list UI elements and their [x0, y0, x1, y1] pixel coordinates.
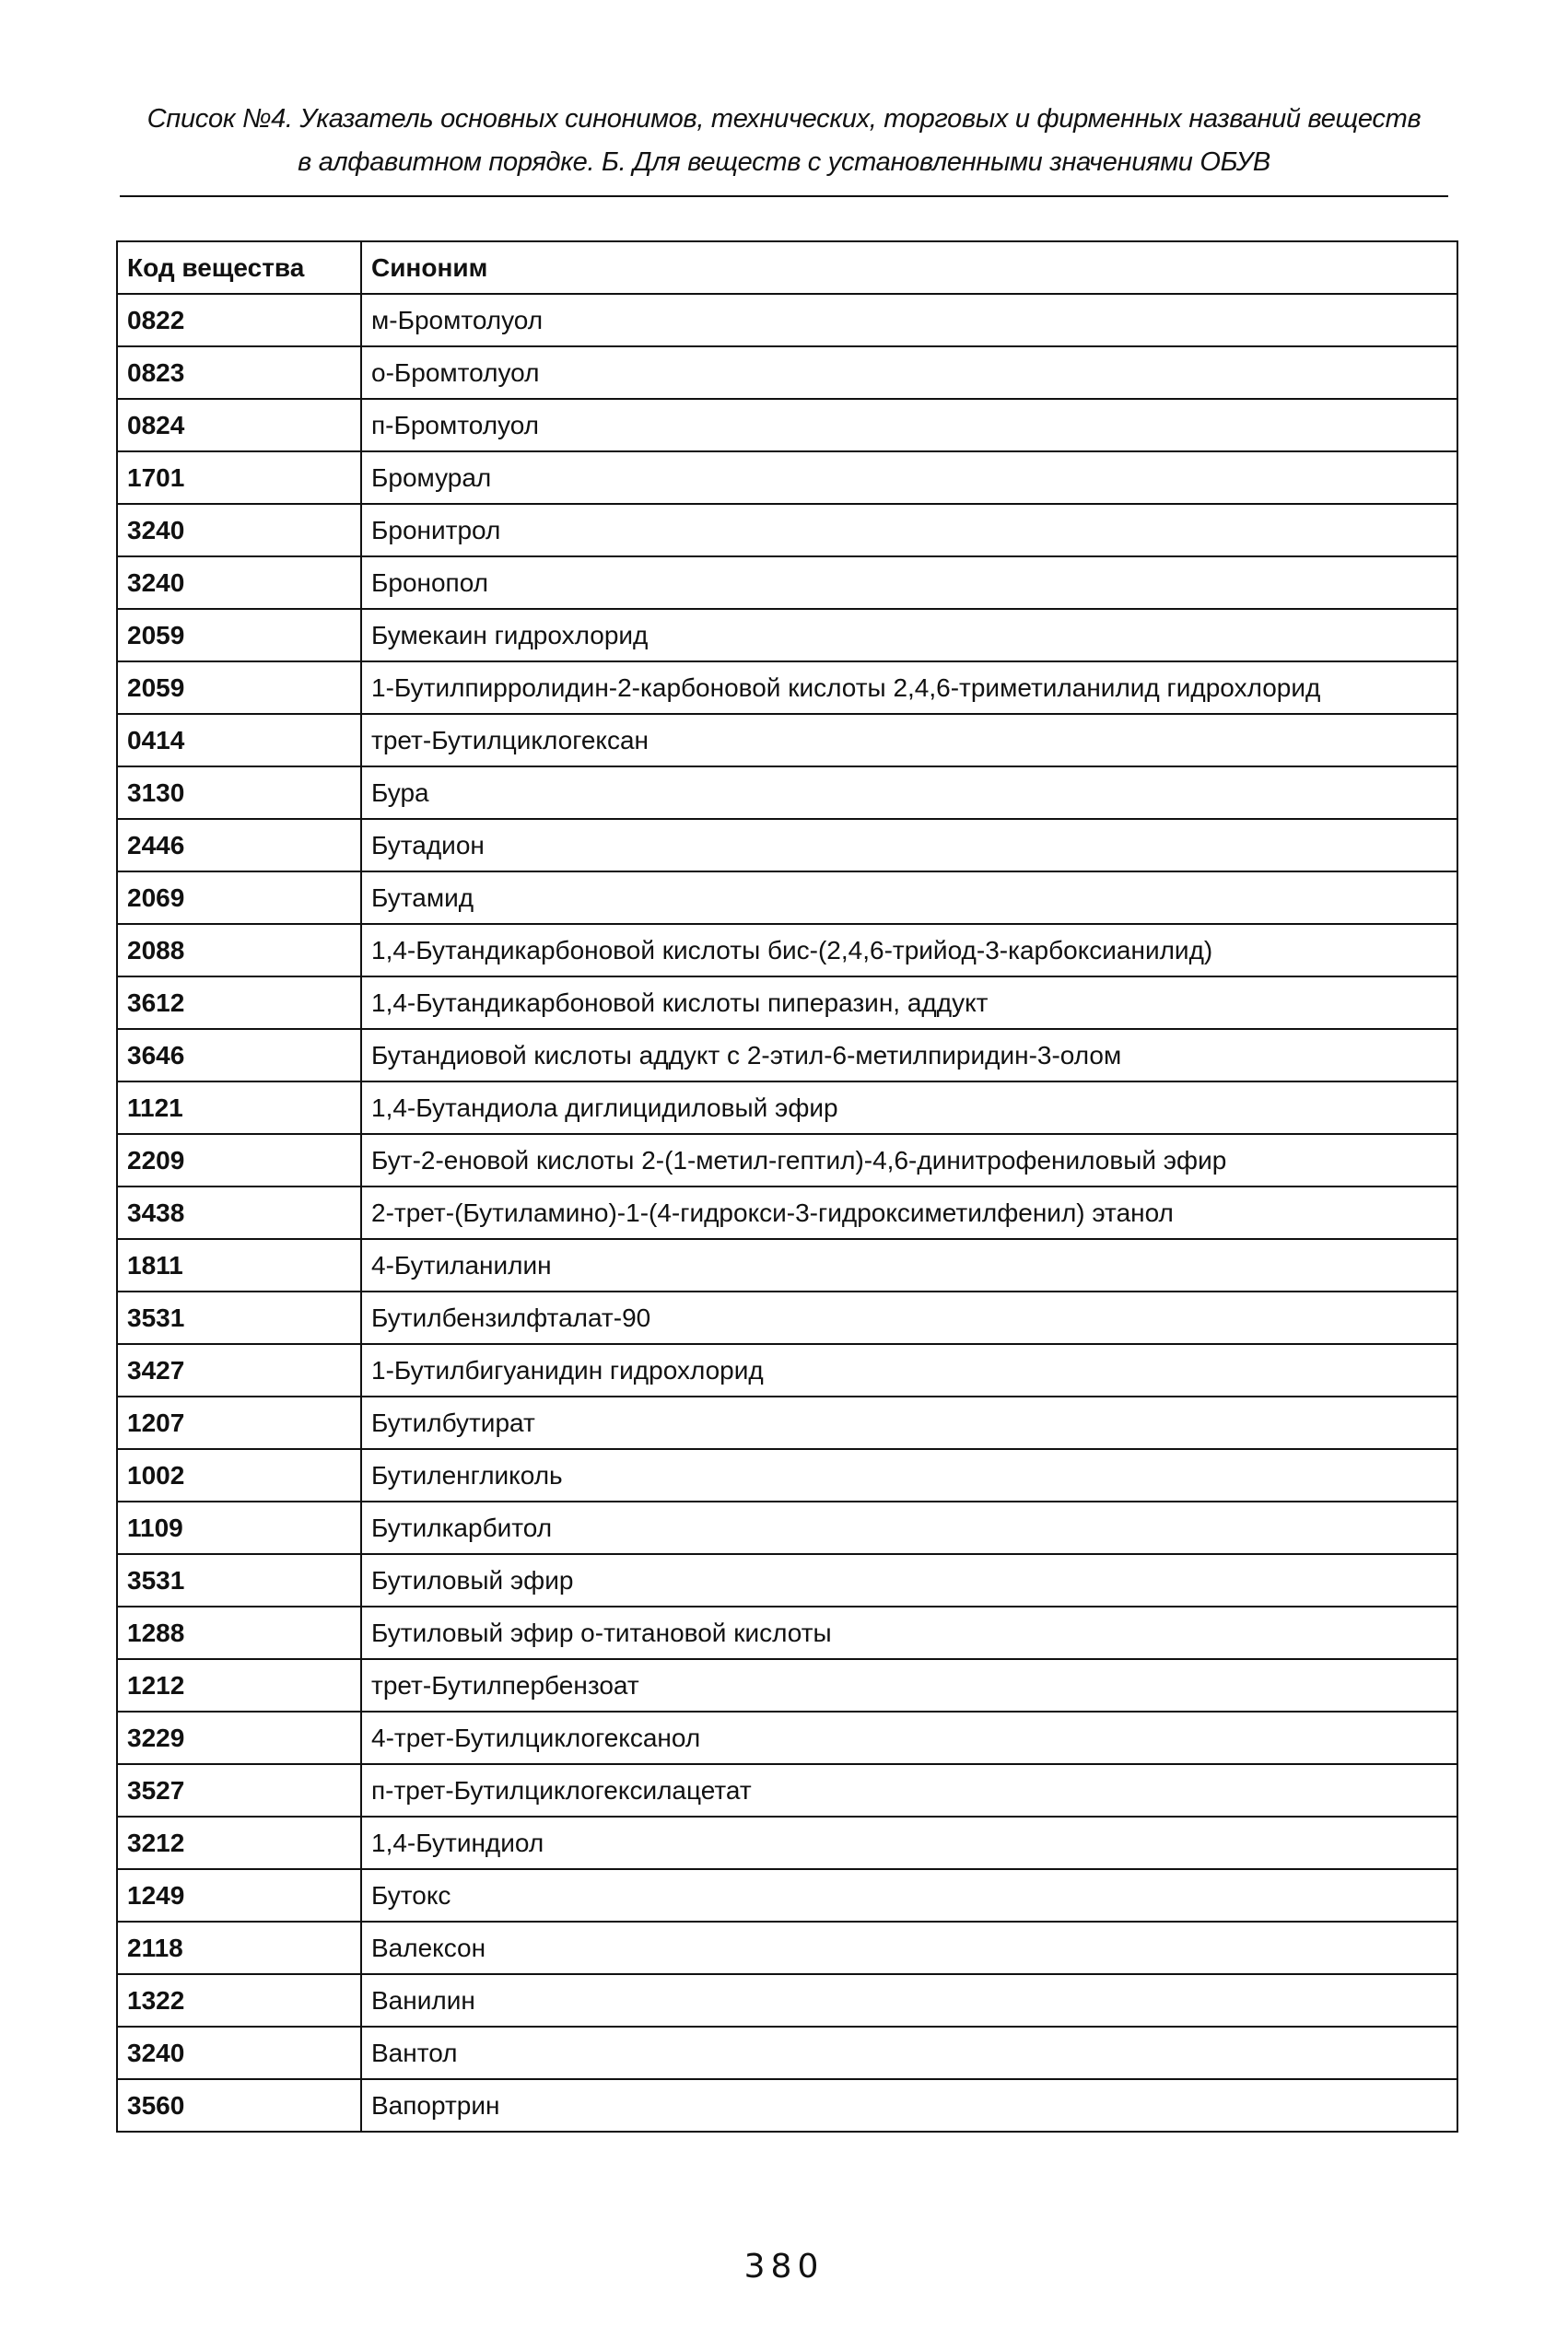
- synonym-cell: Вапортрин: [361, 2079, 1457, 2132]
- table-row: [117, 1554, 1457, 1607]
- table-row: [117, 504, 1457, 556]
- substance-code-cell: 1322: [117, 1974, 361, 2027]
- synonym-cell: 1,4-Бутандикарбоновой кислоты бис-(2,4,6-трийод-3-карбоксианилид): [361, 924, 1457, 976]
- synonym-cell: Бутиленгликоль: [361, 1449, 1457, 1502]
- substance-code-cell: 3240: [117, 2027, 361, 2079]
- substance-code-cell: 0414: [117, 714, 361, 766]
- table-header-row: [117, 241, 1457, 294]
- substance-code-cell: 1249: [117, 1869, 361, 1922]
- substance-code-cell: 1811: [117, 1239, 361, 1292]
- table-row: [117, 1607, 1457, 1659]
- substance-code-cell: 1002: [117, 1449, 361, 1502]
- substance-code-cell: 1701: [117, 451, 361, 504]
- synonym-cell: 1-Бутилпирролидин-2-карбоновой кислоты 2,4,6-триметиланилид гидрохлорид: [361, 661, 1457, 714]
- substance-code-cell: 0824: [117, 399, 361, 451]
- substance-code-cell: 3240: [117, 504, 361, 556]
- substance-code-cell: 0822: [117, 294, 361, 346]
- synonym-cell: 1,4-Бутандиола диглицидиловый эфир: [361, 1081, 1457, 1134]
- table-row: [117, 766, 1457, 819]
- table-row: [117, 2079, 1457, 2132]
- table-row: [117, 556, 1457, 609]
- synonym-cell: Бутадион: [361, 819, 1457, 871]
- synonym-cell: Бутандиовой кислоты аддукт с 2-этил-6-метилпиридин-3-олом: [361, 1029, 1457, 1081]
- synonym-cell: Бутилбутират: [361, 1397, 1457, 1449]
- substance-code-cell: 2088: [117, 924, 361, 976]
- synonym-cell: Бромурал: [361, 451, 1457, 504]
- substance-code-cell: 2059: [117, 609, 361, 661]
- table-row: [117, 346, 1457, 399]
- header-divider: [120, 195, 1448, 197]
- substance-code-cell: 3527: [117, 1764, 361, 1817]
- synonym-cell: 4-трет-Бутилциклогексанол: [361, 1712, 1457, 1764]
- synonym-cell: Бронитрол: [361, 504, 1457, 556]
- synonym-cell: Ванилин: [361, 1974, 1457, 2027]
- synonym-cell: Бутамид: [361, 871, 1457, 924]
- synonym-cell: 4-Бутиланилин: [361, 1239, 1457, 1292]
- table-row: [117, 1922, 1457, 1974]
- table-row: [117, 1764, 1457, 1817]
- synonym-cell: трет-Бутилпербензоат: [361, 1659, 1457, 1712]
- substance-code-cell: 1207: [117, 1397, 361, 1449]
- substance-code-cell: 2118: [117, 1922, 361, 1974]
- synonym-cell: трет-Бутилциклогексан: [361, 714, 1457, 766]
- synonym-cell: Валексон: [361, 1922, 1457, 1974]
- header-line-1: Список №4. Указатель основных синонимов, технических, торговых и фирменных названий веществ: [146, 104, 1422, 134]
- column-header-code: Код вещества: [117, 241, 361, 294]
- table-row: [117, 976, 1457, 1029]
- synonym-cell: Бутокс: [361, 1869, 1457, 1922]
- substance-code-cell: 3531: [117, 1554, 361, 1607]
- table-row: [117, 399, 1457, 451]
- synonym-cell: Бутиловый эфир: [361, 1554, 1457, 1607]
- table-row: [117, 1344, 1457, 1397]
- table-row: [117, 1187, 1457, 1239]
- header-line-2: в алфавитном порядке. Б. Для веществ с установленными значениями ОБУВ: [298, 147, 1270, 177]
- substance-code-cell: 1212: [117, 1659, 361, 1712]
- synonym-cell: 1-Бутилбигуанидин гидрохлорид: [361, 1344, 1457, 1397]
- table-row: [117, 1081, 1457, 1134]
- table-row: [117, 1869, 1457, 1922]
- table-row: [117, 451, 1457, 504]
- substance-code-cell: 3130: [117, 766, 361, 819]
- synonym-cell: 1,4-Бутандикарбоновой кислоты пиперазин, аддукт: [361, 976, 1457, 1029]
- table-row: [117, 924, 1457, 976]
- synonym-cell: м-Бромтолуол: [361, 294, 1457, 346]
- table-row: [117, 1449, 1457, 1502]
- synonyms-table: [116, 240, 1458, 2133]
- substance-code-cell: 3438: [117, 1187, 361, 1239]
- synonym-cell: Бут-2-еновой кислоты 2-(1-метил-гептил)-4,6-динитрофениловый эфир: [361, 1134, 1457, 1187]
- table-row: [117, 609, 1457, 661]
- table-row: [117, 1292, 1457, 1344]
- substance-code-cell: 2069: [117, 871, 361, 924]
- page-number: 380: [743, 2248, 825, 2285]
- synonym-cell: Бутилбензилфталат-90: [361, 1292, 1457, 1344]
- page-header: [120, 98, 1448, 184]
- table-row: [117, 2027, 1457, 2079]
- substance-code-cell: 0823: [117, 346, 361, 399]
- table-row: [117, 871, 1457, 924]
- table-row: [117, 1029, 1457, 1081]
- substance-code-cell: 1288: [117, 1607, 361, 1659]
- substance-code-cell: 3531: [117, 1292, 361, 1344]
- table-row: [117, 294, 1457, 346]
- synonym-cell: Бронопол: [361, 556, 1457, 609]
- table-row: [117, 1134, 1457, 1187]
- substance-code-cell: 1121: [117, 1081, 361, 1134]
- table-body: [117, 294, 1457, 2132]
- column-header-synonym: Синоним: [361, 241, 1457, 294]
- synonym-cell: 1,4-Бутиндиол: [361, 1817, 1457, 1869]
- substance-code-cell: 2059: [117, 661, 361, 714]
- table-row: [117, 1397, 1457, 1449]
- substance-code-cell: 2209: [117, 1134, 361, 1187]
- table-row: [117, 819, 1457, 871]
- synonym-cell: Бутилкарбитол: [361, 1502, 1457, 1554]
- synonym-cell: п-Бромтолуол: [361, 399, 1457, 451]
- substance-code-cell: 3229: [117, 1712, 361, 1764]
- table-row: [117, 1817, 1457, 1869]
- synonym-cell: п-трет-Бутилциклогексилацетат: [361, 1764, 1457, 1817]
- table-row: [117, 1712, 1457, 1764]
- synonym-cell: Бура: [361, 766, 1457, 819]
- synonym-cell: Бутиловый эфир о-титановой кислоты: [361, 1607, 1457, 1659]
- synonym-cell: о-Бромтолуол: [361, 346, 1457, 399]
- table-row: [117, 1974, 1457, 2027]
- table-row: [117, 1239, 1457, 1292]
- synonym-cell: Бумекаин гидрохлорид: [361, 609, 1457, 661]
- substance-code-cell: 3212: [117, 1817, 361, 1869]
- substance-code-cell: 3612: [117, 976, 361, 1029]
- synonym-cell: Вантол: [361, 2027, 1457, 2079]
- substance-code-cell: 1109: [117, 1502, 361, 1554]
- substance-code-cell: 3427: [117, 1344, 361, 1397]
- substance-code-cell: 3646: [117, 1029, 361, 1081]
- substance-code-cell: 3240: [117, 556, 361, 609]
- synonym-cell: 2-трет-(Бутиламино)-1-(4-гидрокси-3-гидроксиметилфенил) этанол: [361, 1187, 1457, 1239]
- substance-code-cell: 3560: [117, 2079, 361, 2132]
- substance-code-cell: 2446: [117, 819, 361, 871]
- table-row: [117, 714, 1457, 766]
- table-row: [117, 1502, 1457, 1554]
- table-row: [117, 1659, 1457, 1712]
- table-row: [117, 661, 1457, 714]
